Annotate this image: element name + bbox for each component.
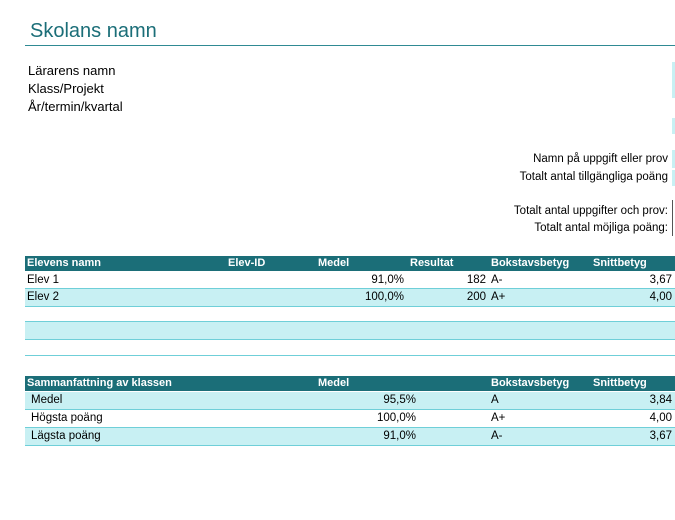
summary-average[interactable]: 95,5% xyxy=(383,394,416,406)
students-table-header xyxy=(25,256,675,271)
summary-gpa[interactable]: 3,67 xyxy=(649,430,672,442)
col-header-student-name[interactable]: Elevens namn xyxy=(27,257,101,269)
empty-table-row[interactable] xyxy=(25,340,675,355)
student-gpa[interactable]: 3,67 xyxy=(649,274,672,286)
col-header-letter-grade[interactable]: Bokstavsbetyg xyxy=(491,257,570,269)
summary-letter-grade[interactable]: A- xyxy=(491,430,503,442)
student-name[interactable]: Elev 2 xyxy=(27,291,59,303)
edge-cell-totals[interactable] xyxy=(672,200,673,236)
summary-label[interactable]: Högsta poäng xyxy=(31,412,103,424)
empty-table-row[interactable] xyxy=(25,322,675,339)
student-average[interactable]: 100,0% xyxy=(364,291,404,303)
col-header-result[interactable]: Resultat xyxy=(410,257,454,269)
title-divider xyxy=(25,45,675,46)
col-header-student-id[interactable]: Elev-ID xyxy=(228,257,266,269)
table-row[interactable] xyxy=(25,272,675,289)
student-name[interactable]: Elev 1 xyxy=(27,274,59,286)
student-result[interactable]: 182 xyxy=(466,274,486,286)
summary-gpa[interactable]: 3,84 xyxy=(649,394,672,406)
summary-average[interactable]: 91,0% xyxy=(383,430,416,442)
row-divider xyxy=(25,445,675,446)
summary-table-header xyxy=(25,376,675,391)
col-header-average[interactable]: Medel xyxy=(318,257,350,269)
summary-letter-grade[interactable]: A xyxy=(491,394,499,406)
class-project[interactable]: Klass/Projekt xyxy=(28,81,104,96)
row-divider xyxy=(25,355,675,356)
col-header-gpa[interactable]: Snittbetyg xyxy=(593,257,647,269)
student-average[interactable]: 91,0% xyxy=(371,274,404,286)
col-header-summary[interactable]: Sammanfattning av klassen xyxy=(27,377,172,389)
student-result[interactable]: 200 xyxy=(466,291,486,303)
table-row[interactable] xyxy=(25,289,675,306)
term[interactable]: År/termin/kvartal xyxy=(28,99,123,114)
summary-row[interactable] xyxy=(25,428,675,445)
student-gpa[interactable]: 4,00 xyxy=(649,291,672,303)
summary-letter-grade[interactable]: A+ xyxy=(491,412,506,424)
col-header-summary-gpa[interactable]: Snittbetyg xyxy=(593,377,647,389)
summary-label[interactable]: Lägsta poäng xyxy=(31,430,101,442)
total-assignments-label: Totalt antal uppgifter och prov: xyxy=(513,205,668,217)
student-letter-grade[interactable]: A- xyxy=(491,274,503,286)
summary-label[interactable]: Medel xyxy=(31,394,63,406)
page-title[interactable]: Skolans namn xyxy=(30,20,157,42)
col-header-summary-letter[interactable]: Bokstavsbetyg xyxy=(491,377,570,389)
summary-average[interactable]: 100,0% xyxy=(376,412,416,424)
student-letter-grade[interactable]: A+ xyxy=(491,291,506,303)
summary-gpa[interactable]: 4,00 xyxy=(649,412,672,424)
summary-row[interactable] xyxy=(25,392,675,409)
teacher-name[interactable]: Lärarens namn xyxy=(28,63,116,78)
summary-row[interactable] xyxy=(25,410,675,427)
total-available-points-label: Totalt antal tillgängliga poäng xyxy=(519,171,668,183)
total-possible-points-label: Totalt antal möjliga poäng: xyxy=(534,222,668,234)
empty-table-row[interactable] xyxy=(25,307,675,321)
assignment-name-label: Namn på uppgift eller prov xyxy=(533,153,668,165)
col-header-summary-average[interactable]: Medel xyxy=(318,377,350,389)
